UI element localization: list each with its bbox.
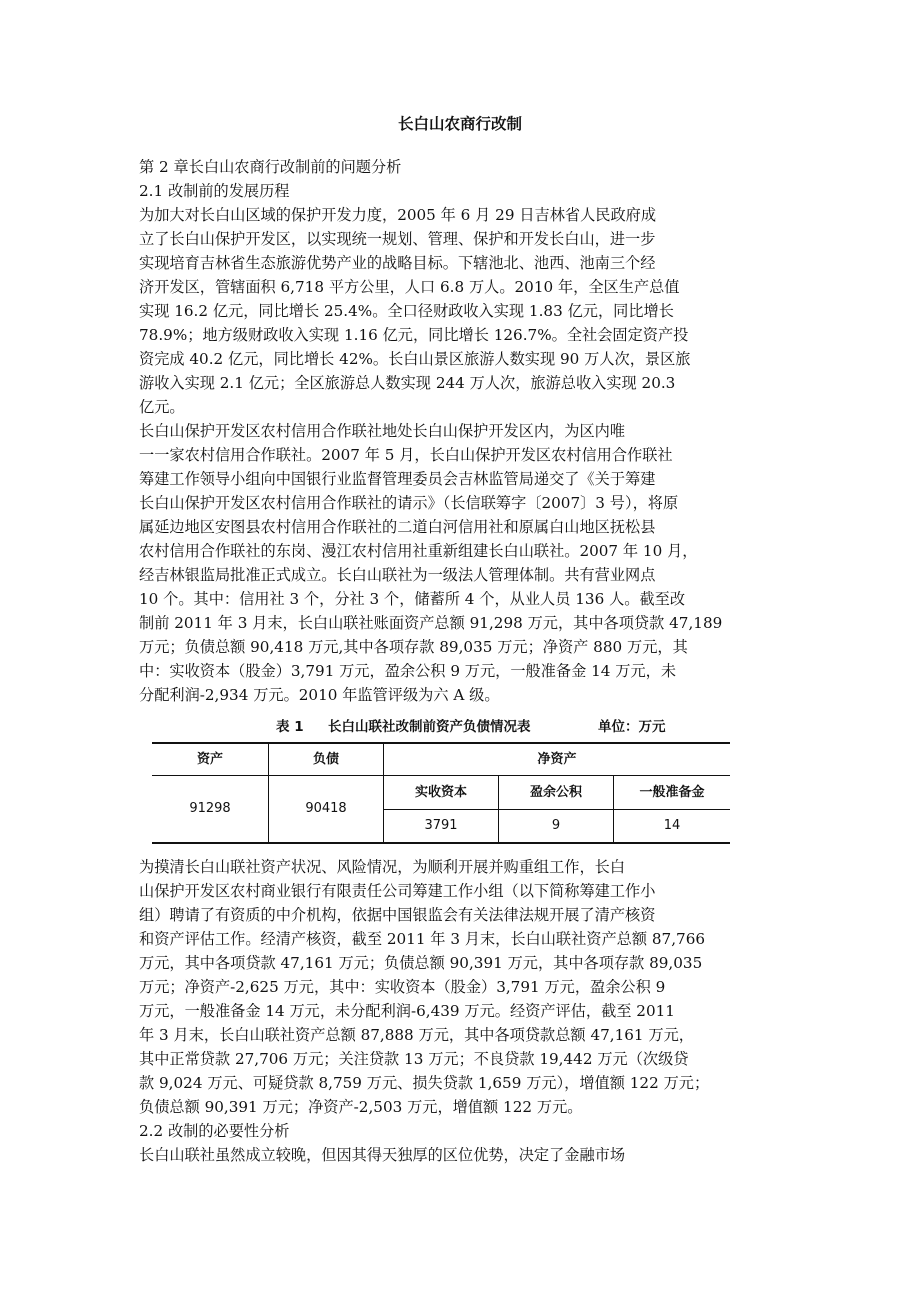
text-line: 资完成 40.2 亿元，同比增长 42%。长白山景区旅游人数实现 90 万人次，景区旅 [139, 350, 691, 368]
value-general-reserve: 14 [663, 818, 681, 833]
text-line: 经吉林银监局批准正式成立。长白山联社为一级法人管理体制。共有营业网点 [139, 566, 656, 584]
text-line: 万元，一般准备金 14 万元，未分配利润-6,439 万元。经资产评估，截至 2011 [139, 1002, 675, 1020]
value-paid-in-capital: 3791 [424, 818, 458, 833]
text-line: 属延边地区安图县农村信用合作联社的二道白河信用社和原属白山地区抚松县 [139, 518, 656, 536]
text-line: 为摸清长白山联社资产状况、风险情况，为顺利开展并购重组工作，长白 [139, 858, 625, 876]
text-line: 亿元。 [139, 398, 185, 416]
header-liabilities: 负债 [312, 752, 339, 767]
text-line: 款 9,024 万元、可疑贷款 8,759 万元、损失贷款 1,659 万元），增值额 122 万元； [139, 1074, 710, 1092]
value-surplus-reserve: 9 [551, 818, 561, 833]
table-caption-unit: 单位：万元 [598, 719, 666, 735]
document-title: 长白山农商行改制 [397, 115, 522, 133]
text-line: 制前 2011 年 3 月末，长白山联社账面资产总额 91,298 万元，其中各项贷款 47,189 [139, 614, 723, 632]
header-general-reserve: 一般准备金 [639, 785, 705, 800]
text-line: 万元；负债总额 90,418 万元,其中各项存款 89,035 万元；净资产 880 万元，其 [139, 638, 688, 656]
value-liabilities: 90418 [305, 801, 347, 816]
table-caption-number: 表 1 [276, 719, 304, 735]
text-line: 游收入实现 2.1 亿元；全区旅游总人数实现 244 万人次，旅游总收入实现 20.3 [139, 374, 676, 392]
text-line: 分配利润-2,934 万元。2010 年监管评级为六 A 级。 [139, 686, 500, 704]
text-line: 长白山保护开发区农村信用合作联社地处长白山保护开发区内，为区内唯 [139, 422, 625, 440]
value-assets: 91298 [189, 801, 231, 816]
text-line: 长白山保护开发区农村信用合作联社的请示》（长信联筹字〔2007〕3 号），将原 [139, 494, 679, 512]
balance-sheet-table [152, 742, 730, 844]
text-line: 10 个。其中：信用社 3 个，分社 3 个，储蓄所 4 个，从业人员 136 人。截至改 [139, 590, 686, 608]
text-line: 负债总额 90,391 万元；净资产-2,503 万元，增值额 122 万元。 [139, 1098, 583, 1116]
text-line: 实现 16.2 亿元，同比增长 25.4%。全口径财政收入实现 1.83 亿元，同比增长 [139, 302, 674, 320]
text-line: 万元；净资产-2,625 万元，其中：实收资本（股金）3,791 万元，盈余公积 9 [139, 978, 666, 996]
text-block-asset-verification [139, 855, 739, 1167]
table-caption-title: 长白山联社改制前资产负债情况表 [328, 719, 531, 735]
text-line: 2.2 改制的必要性分析 [139, 1122, 290, 1140]
text-line: 济开发区，管辖面积 6,718 平方公里，人口 6.8 万人。2010 年，全区生产总值 [139, 278, 680, 296]
text-line: 山保护开发区农村商业银行有限责任公司筹建工作小组（以下简称筹建工作小 [139, 882, 656, 900]
text-line: 其中正常贷款 27,706 万元；关注贷款 13 万元；不良贷款 19,442 万元（次级贷 [139, 1050, 689, 1068]
text-line: 立了长白山保护开发区，以实现统一规划、管理、保护和开发长白山，进一步 [139, 230, 656, 248]
text-line: 年 3 月末，长白山联社资产总额 87,888 万元，其中各项贷款总额 47,161 万元， [139, 1026, 694, 1044]
text-line: 和资产评估工作。经清产核资，截至 2011 年 3 月末，长白山联社资产总额 87,766 [139, 930, 706, 948]
text-line: 组）聘请了有资质的中介机构，依据中国银监会有关法律法规开展了清产核资 [139, 906, 656, 924]
text-line: 第 2 章长白山农商行改制前的问题分析 [139, 158, 402, 176]
header-surplus-reserve: 盈余公积 [529, 785, 582, 800]
header-paid-in-capital: 实收资本 [414, 785, 467, 800]
text-block-development-history [139, 155, 739, 707]
text-line: 2.1 改制前的发展历程 [139, 182, 290, 200]
text-line: 为加大对长白山区域的保护开发力度，2005 年 6 月 29 日吉林省人民政府成 [139, 206, 657, 224]
header-net-assets: 净资产 [537, 752, 577, 767]
table-caption [276, 715, 736, 739]
text-line: 实现培育吉林省生态旅游优势产业的战略目标。下辖池北、池西、池南三个经 [139, 254, 656, 272]
text-line: 长白山联社虽然成立较晚，但因其得天独厚的区位优势，决定了金融市场 [139, 1146, 625, 1164]
header-assets: 资产 [196, 752, 223, 767]
text-line: 农村信用合作联社的东岗、漫江农村信用社重新组建长白山联社。2007 年 10 月， [139, 542, 698, 560]
text-line: 万元，其中各项贷款 47,161 万元；负债总额 90,391 万元，其中各项存款 89,035 [139, 954, 703, 972]
text-line: 一一家农村信用合作联社。2007 年 5 月，长白山保护开发区农村信用合作联社 [139, 446, 673, 464]
text-line: 中：实收资本（股金）3,791 万元，盈余公积 9 万元，一般准备金 14 万元，未 [139, 662, 677, 680]
text-line: 筹建工作领导小组向中国银行业监督管理委员会吉林监管局递交了《关于筹建 [139, 470, 656, 488]
text-line: 78.9%；地方级财政收入实现 1.16 亿元，同比增长 126.7%。全社会固定资产投 [139, 326, 689, 344]
